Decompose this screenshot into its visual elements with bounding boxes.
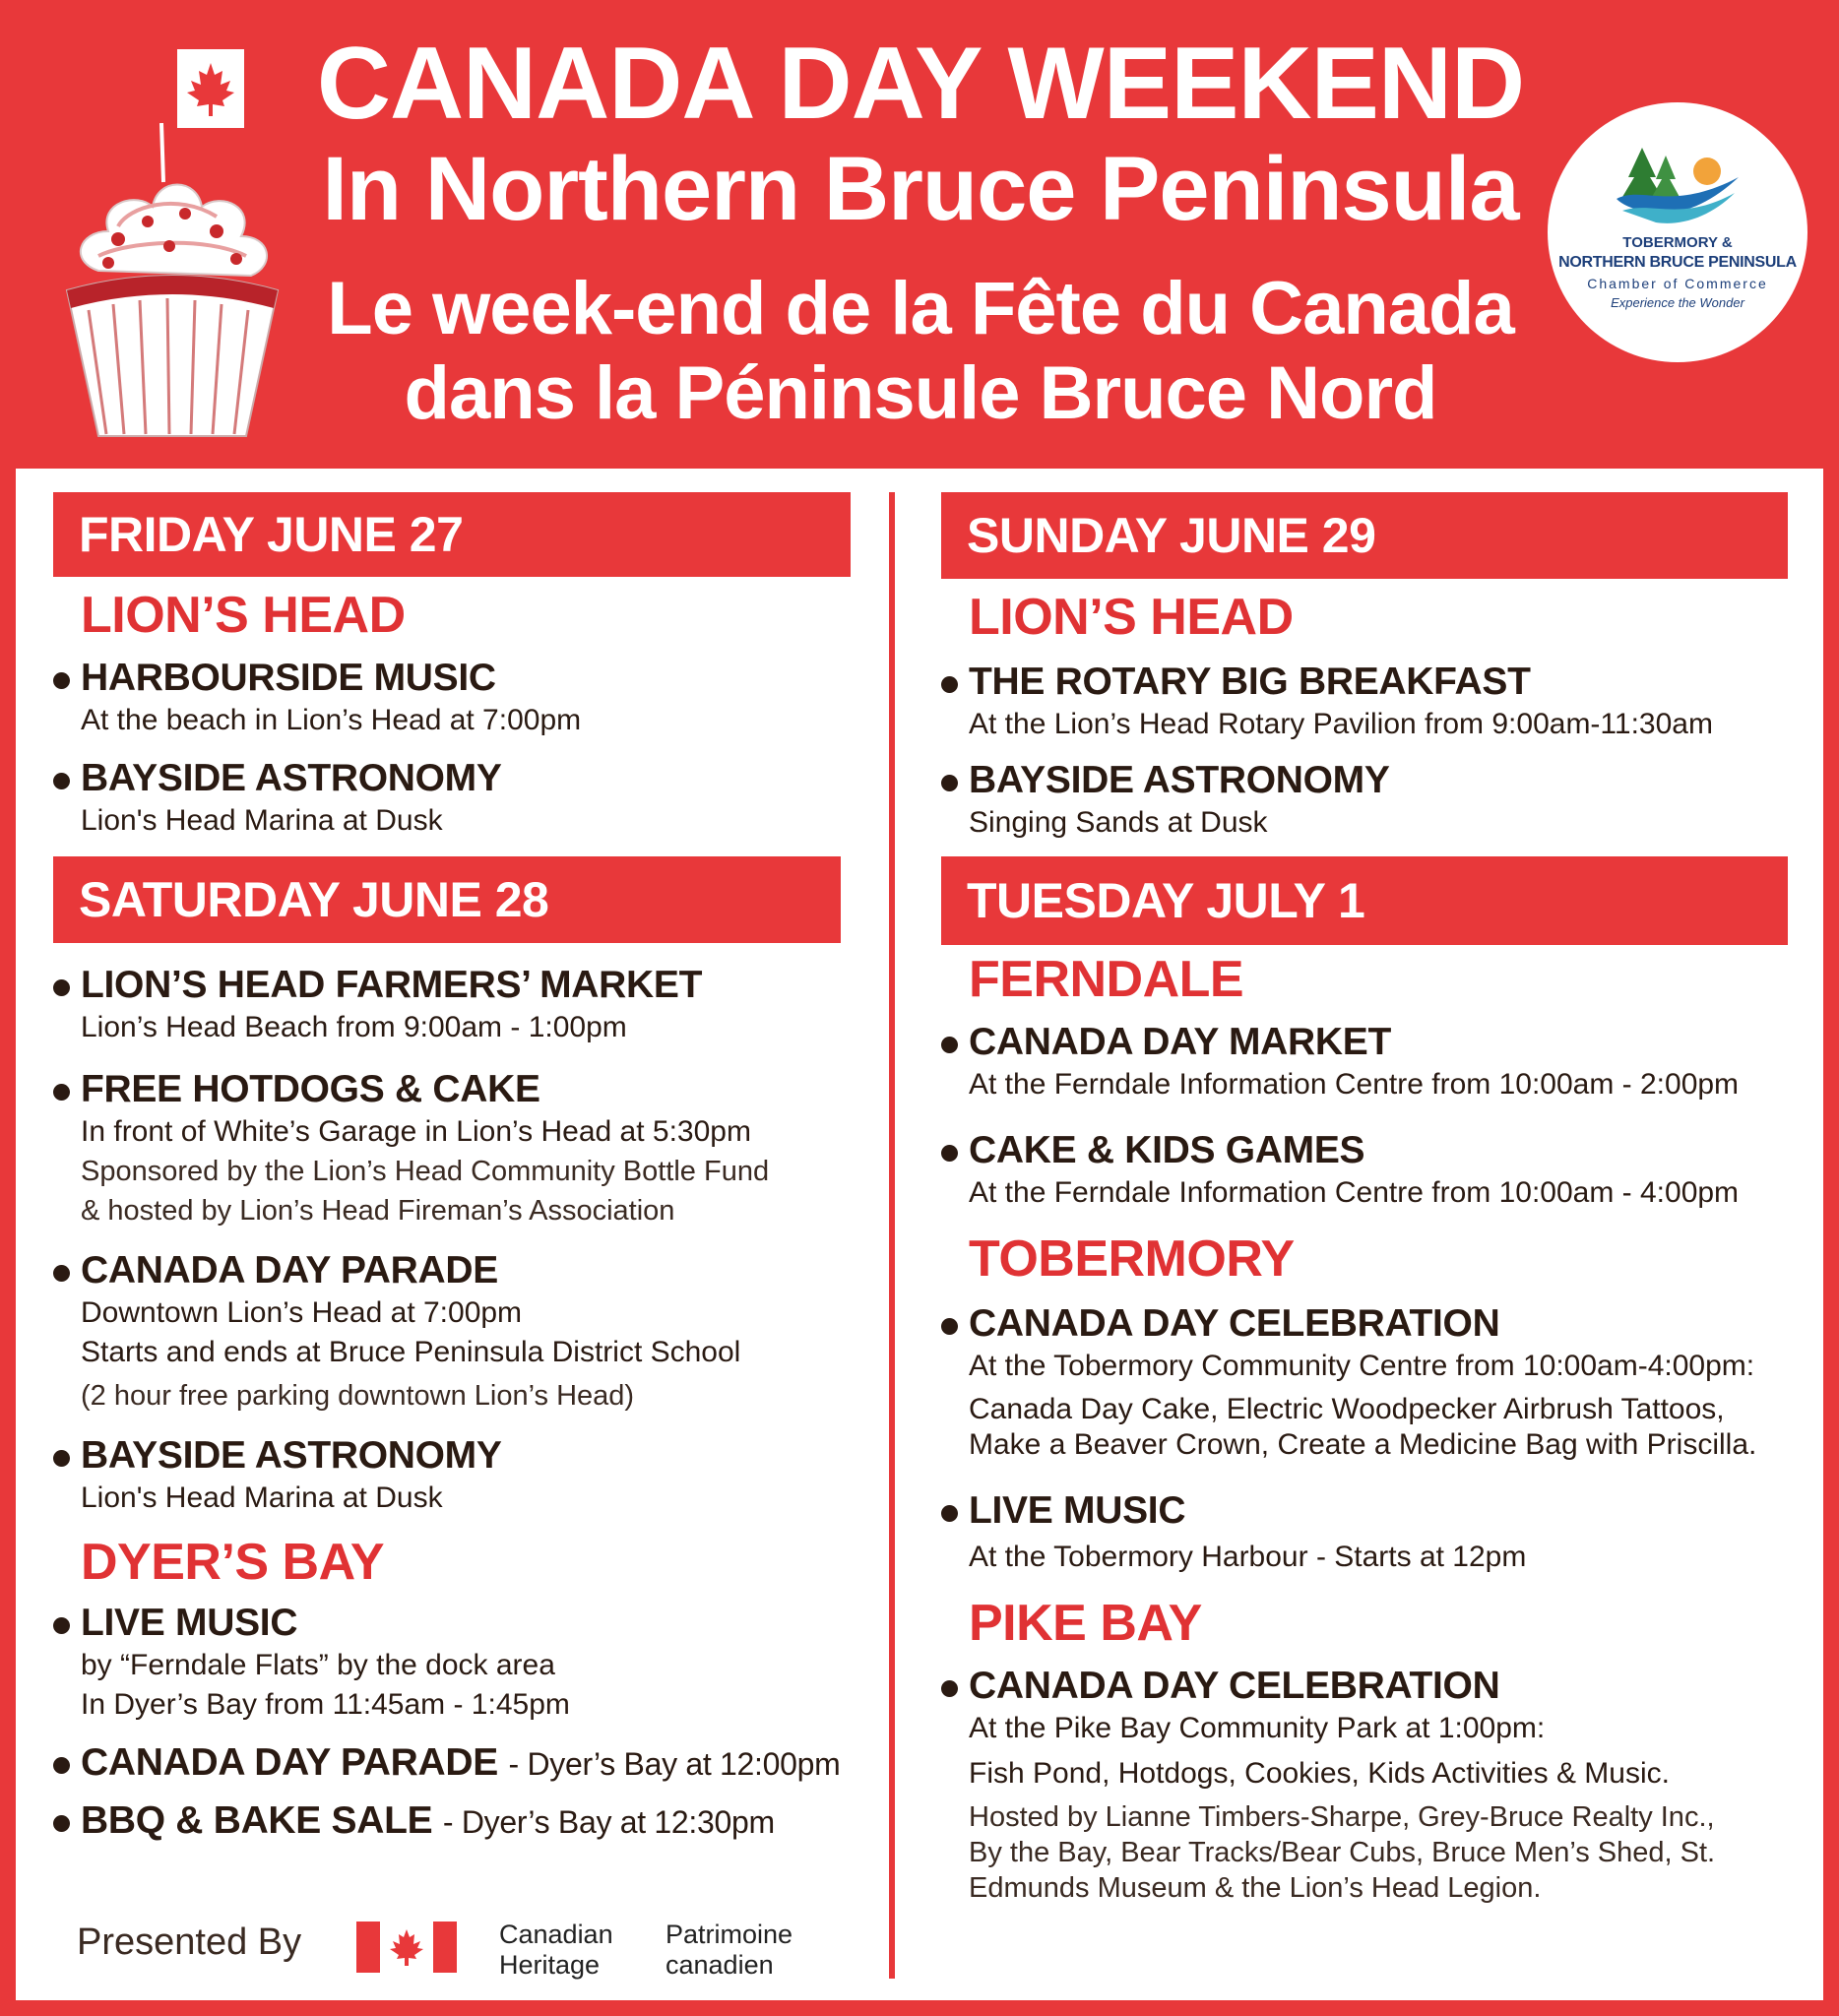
event-item xyxy=(53,1740,880,1787)
day-header-saturday: SATURDAY JUNE 28 xyxy=(53,856,841,943)
logo-tagline: Experience the Wonder xyxy=(1611,295,1744,310)
title-english-line-1: CANADA DAY WEEKEND xyxy=(316,27,1525,141)
event-item xyxy=(941,758,1807,843)
event-detail: Lion's Head Marina at Dusk xyxy=(81,1481,443,1514)
day-header-sunday: SUNDAY JUNE 29 xyxy=(941,492,1788,579)
logo-text-line-3: Chamber of Commerce xyxy=(1587,276,1768,291)
event-inline-detail: - Dyer’s Bay at 12:00pm xyxy=(508,1746,841,1782)
event-detail: In Dyer’s Bay from 11:45am - 1:45pm xyxy=(81,1688,570,1721)
event-detail: At the Ferndale Information Centre from 10:00am - 4:00pm xyxy=(969,1176,1740,1209)
event-item xyxy=(53,1248,880,1416)
event-detail: Singing Sands at Dusk xyxy=(969,806,1268,839)
location-heading-pike-bay: PIKE BAY xyxy=(969,1595,1202,1652)
event-title: CANADA DAY CELEBRATION xyxy=(969,1302,1500,1345)
event-detail: Lion’s Head Beach from 9:00am - 1:00pm xyxy=(81,1011,627,1043)
event-title: BAYSIDE ASTRONOMY xyxy=(81,1434,502,1477)
event-item xyxy=(941,1020,1807,1104)
event-title: HARBOURSIDE MUSIC xyxy=(81,657,496,699)
location-heading-dyers-bay: DYER’S BAY xyxy=(81,1534,385,1591)
event-title: THE ROTARY BIG BREAKFAST xyxy=(969,661,1531,703)
event-title: LIVE MUSIC xyxy=(81,1602,298,1644)
event-item xyxy=(941,1301,1807,1463)
location-heading-lions-head: LION’S HEAD xyxy=(81,587,406,644)
event-note: & hosted by Lion’s Head Fireman’s Association xyxy=(81,1195,675,1227)
trees-and-waves-icon xyxy=(1613,138,1743,226)
event-item xyxy=(941,660,1807,744)
event-item xyxy=(941,1664,1807,1906)
event-title xyxy=(81,1740,880,1787)
canadian-heritage-text: Canadian Heritage xyxy=(499,1920,613,1980)
patrimoine-canadien-text: Patrimoine canadien xyxy=(666,1920,793,1980)
event-item xyxy=(53,963,880,1047)
event-title: CANADA DAY MARKET xyxy=(969,1021,1391,1063)
event-item xyxy=(53,1067,880,1230)
title-english-line-2: In Northern Bruce Peninsula xyxy=(322,139,1519,239)
event-item xyxy=(53,1433,880,1518)
event-detail: Fish Pond, Hotdogs, Cookies, Kids Activities & Music. xyxy=(969,1757,1670,1790)
title-french-line-1: Le week-end de la Fête du Canada xyxy=(327,267,1514,350)
event-title-text: CANADA DAY PARADE xyxy=(81,1741,498,1784)
event-note: Edmunds Museum & the Lion’s Head Legion. xyxy=(969,1872,1542,1904)
event-detail: Lion's Head Marina at Dusk xyxy=(81,804,443,837)
event-detail: Make a Beaver Crown, Create a Medicine Bag with Priscilla. xyxy=(969,1428,1757,1461)
event-title: BAYSIDE ASTRONOMY xyxy=(969,759,1390,801)
event-item xyxy=(53,1601,880,1725)
chamber-of-commerce-logo xyxy=(1548,102,1807,362)
event-title: LIVE MUSIC xyxy=(969,1489,1186,1532)
event-note: (2 hour free parking downtown Lion’s Head) xyxy=(81,1380,635,1412)
cupcake-icon xyxy=(59,123,285,438)
event-title: LION’S HEAD FARMERS’ MARKET xyxy=(81,964,703,1006)
left-column xyxy=(53,492,880,1845)
event-note: By the Bay, Bear Tracks/Bear Cubs, Bruce Men’s Shed, St. xyxy=(969,1837,1716,1868)
event-detail: by “Ferndale Flats” by the dock area xyxy=(81,1649,555,1681)
event-title: FREE HOTDOGS & CAKE xyxy=(81,1068,540,1110)
event-detail: Downtown Lion’s Head at 7:00pm xyxy=(81,1296,523,1329)
event-detail: At the Lion’s Head Rotary Pavilion from 9:00am-11:30am xyxy=(969,708,1713,740)
event-detail: At the Pike Bay Community Park at 1:00pm: xyxy=(969,1712,1546,1744)
canada-flag-icon xyxy=(146,49,276,128)
day-header-friday: FRIDAY JUNE 27 xyxy=(53,492,851,577)
event-detail: Canada Day Cake, Electric Woodpecker Airbrush Tattoos, xyxy=(969,1393,1725,1425)
event-detail: In front of White’s Garage in Lion’s Head at 5:30pm xyxy=(81,1115,751,1148)
event-detail: At the Tobermory Community Centre from 10:00am-4:00pm: xyxy=(969,1350,1755,1382)
event-title: BAYSIDE ASTRONOMY xyxy=(81,757,502,799)
event-title: CAKE & KIDS GAMES xyxy=(969,1129,1365,1171)
event-detail: At the beach in Lion’s Head at 7:00pm xyxy=(81,704,582,736)
event-item xyxy=(941,1488,1807,1577)
location-heading-lions-head: LION’S HEAD xyxy=(969,589,1294,646)
poster-header xyxy=(0,0,1839,463)
event-title: CANADA DAY CELEBRATION xyxy=(969,1665,1500,1707)
location-heading-ferndale: FERNDALE xyxy=(969,951,1244,1008)
event-title: CANADA DAY PARADE xyxy=(81,1249,498,1292)
day-header-tuesday: TUESDAY JULY 1 xyxy=(941,856,1788,945)
event-title-text: BBQ & BAKE SALE xyxy=(81,1799,433,1842)
location-heading-tobermory: TOBERMORY xyxy=(969,1230,1295,1288)
right-column xyxy=(941,492,1807,1906)
event-item xyxy=(53,756,880,841)
event-detail: At the Ferndale Information Centre from 10:00am - 2:00pm xyxy=(969,1068,1740,1101)
event-detail: At the Tobermory Harbour - Starts at 12pm xyxy=(969,1541,1527,1573)
event-detail: Starts and ends at Bruce Peninsula District School xyxy=(81,1336,741,1368)
title-french-line-2: dans la Péninsule Bruce Nord xyxy=(404,351,1437,435)
event-inline-detail: - Dyer’s Bay at 12:30pm xyxy=(442,1804,775,1840)
event-note: Hosted by Lianne Timbers-Sharpe, Grey-Bruce Realty Inc., xyxy=(969,1801,1715,1833)
event-item xyxy=(53,656,880,740)
event-item xyxy=(53,1798,880,1845)
presented-by-label: Presented By xyxy=(77,1922,302,1963)
logo-text-line-1: TOBERMORY & xyxy=(1622,234,1733,251)
event-title xyxy=(81,1798,880,1845)
column-divider xyxy=(889,492,895,1979)
event-item xyxy=(941,1128,1807,1213)
canadian-heritage-flag-icon xyxy=(356,1922,457,1973)
logo-text-line-2: NORTHERN BRUCE PENINSULA xyxy=(1558,254,1797,271)
event-note: Sponsored by the Lion’s Head Community Bottle Fund xyxy=(81,1156,770,1187)
